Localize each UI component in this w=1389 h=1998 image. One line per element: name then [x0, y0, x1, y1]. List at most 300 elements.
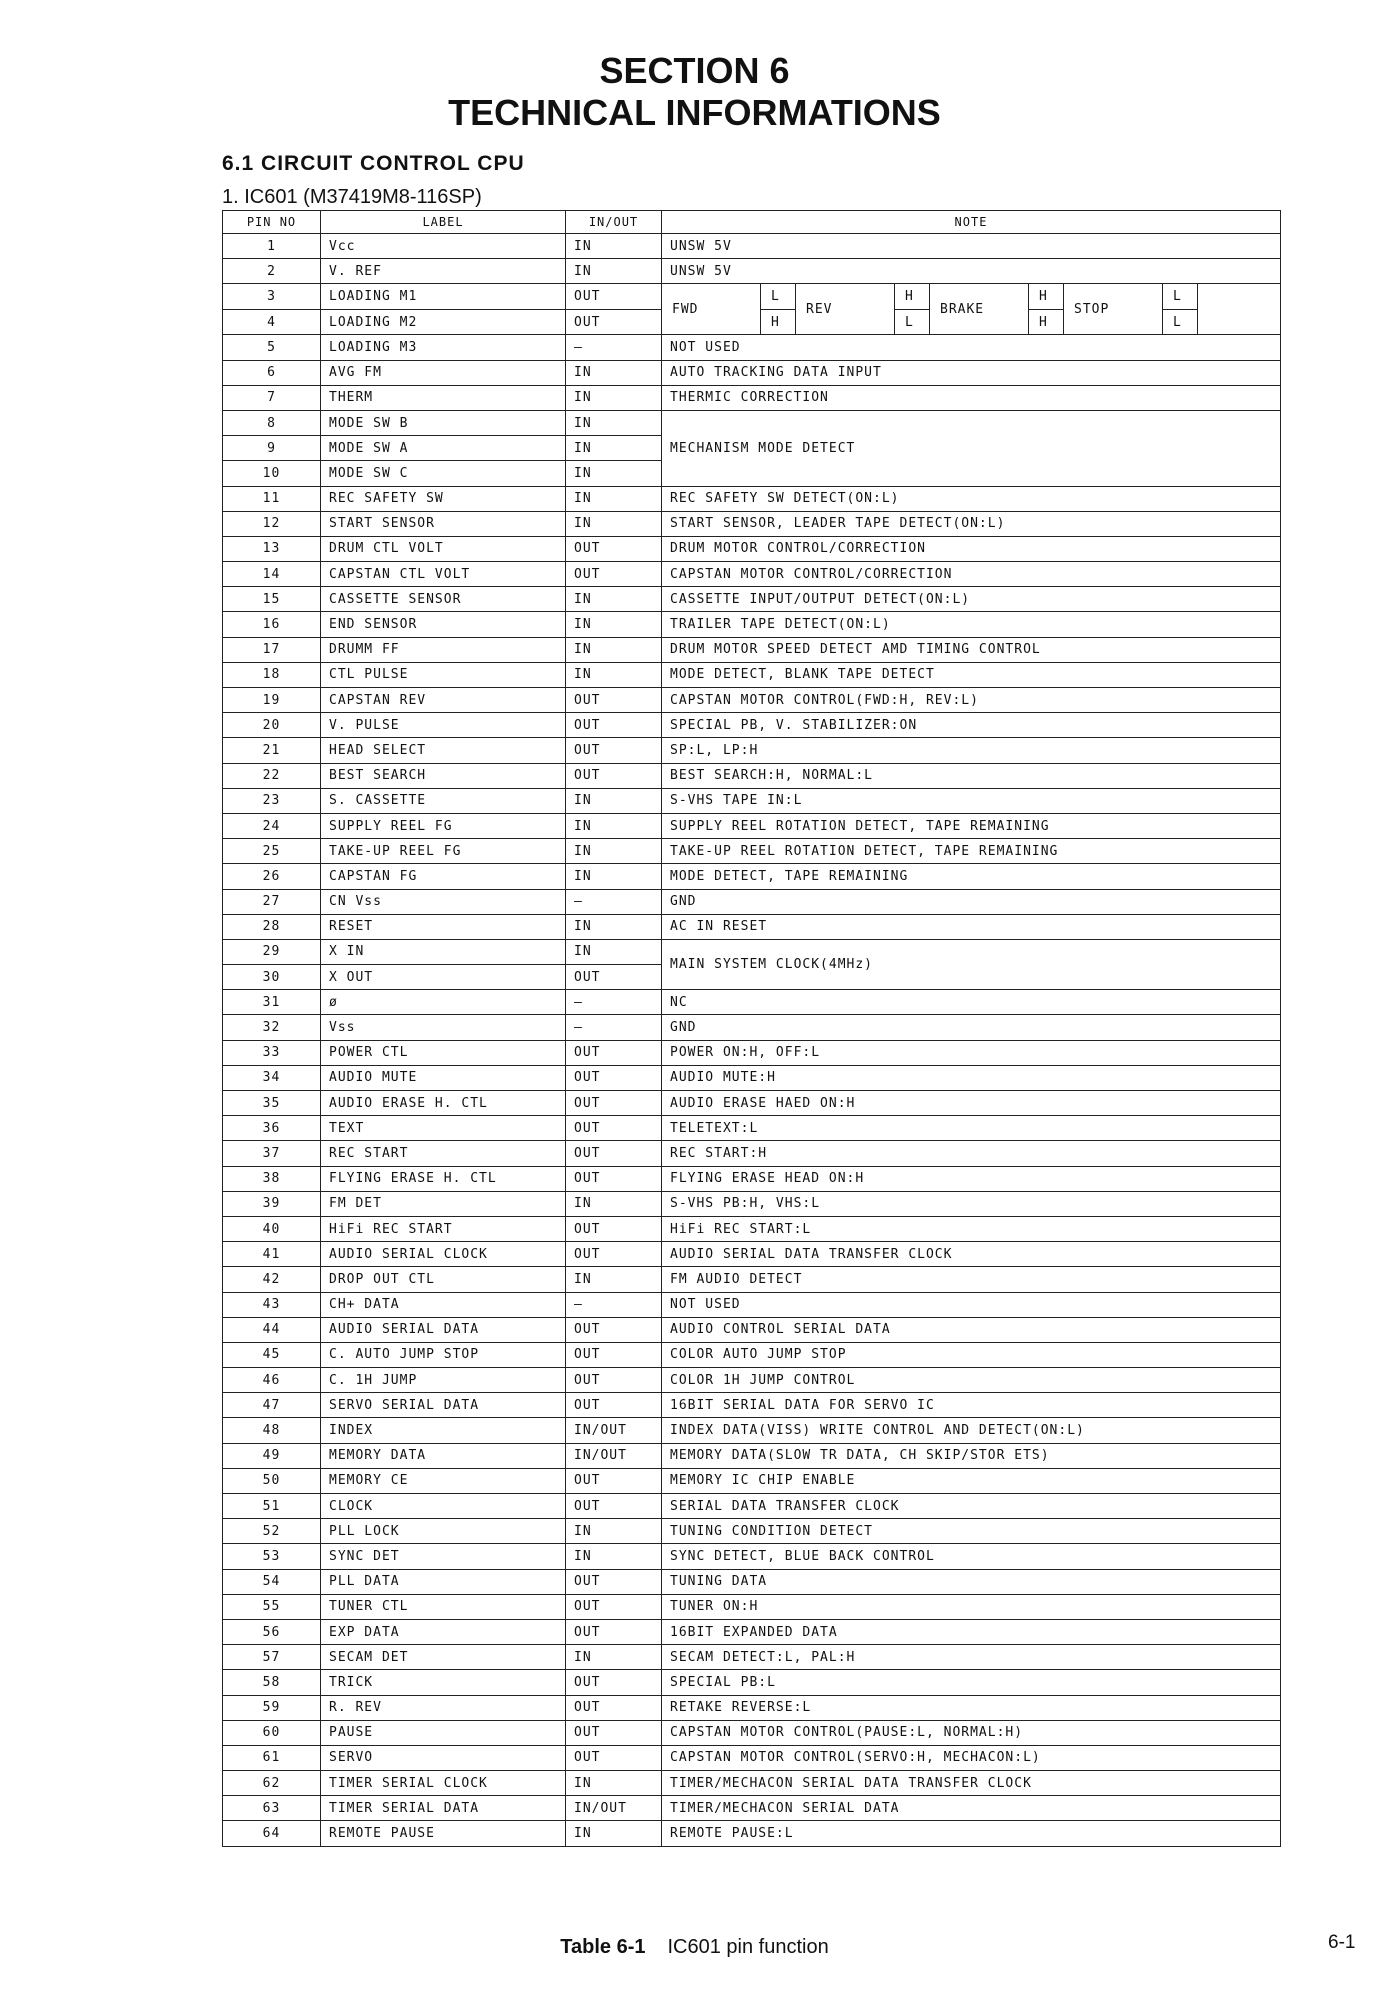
pin-io-cell: IN — [566, 410, 662, 435]
pin-label-cell: CLOCK — [321, 1494, 566, 1519]
pin-label-cell: MEMORY DATA — [321, 1443, 566, 1468]
pin-label-cell: TAKE-UP REEL FG — [321, 839, 566, 864]
pin-note-cell: NC — [662, 990, 1281, 1015]
pin-note-cell: CASSETTE INPUT/OUTPUT DETECT(ON:L) — [662, 587, 1281, 612]
table-row — [223, 1191, 1281, 1216]
pin-note-cell: REC START:H — [662, 1141, 1281, 1166]
table-row — [223, 1242, 1281, 1267]
pin-note-cell: START SENSOR, LEADER TAPE DETECT(ON:L) — [662, 511, 1281, 536]
pin-label-cell: START SENSOR — [321, 511, 566, 536]
pin-label-cell: Vcc — [321, 234, 566, 259]
page-number: 6-1 — [1328, 1932, 1356, 1953]
pin-label-cell: THERM — [321, 385, 566, 410]
pin-io-cell: IN/OUT — [566, 1443, 662, 1468]
table-header-row — [223, 211, 1281, 234]
pin-note-cell: SPECIAL PB:L — [662, 1670, 1281, 1695]
pin-io-cell: IN — [566, 436, 662, 461]
pin-number-cell: 11 — [223, 486, 321, 511]
pin-number-cell: 5 — [223, 335, 321, 360]
pin-number-cell: 49 — [223, 1443, 321, 1468]
pin-io-cell: OUT — [566, 1745, 662, 1770]
table-row — [223, 1141, 1281, 1166]
table-row — [223, 1040, 1281, 1065]
pin-number-cell: 19 — [223, 688, 321, 713]
col-header-label: LABEL — [321, 211, 566, 234]
pin-number-cell: 22 — [223, 763, 321, 788]
pin-note-cell: FLYING ERASE HEAD ON:H — [662, 1166, 1281, 1191]
table-row — [223, 1569, 1281, 1594]
pin-number-cell: 58 — [223, 1670, 321, 1695]
pin-label-cell: R. REV — [321, 1695, 566, 1720]
pin-label-cell: PAUSE — [321, 1720, 566, 1745]
table-row — [223, 1216, 1281, 1241]
pin-number-cell: 53 — [223, 1544, 321, 1569]
table-row — [223, 1670, 1281, 1695]
pin-note-cell: TAKE-UP REEL ROTATION DETECT, TAPE REMAINING — [662, 839, 1281, 864]
pin-io-cell: OUT — [566, 1494, 662, 1519]
pin-label-cell: SERVO — [321, 1745, 566, 1770]
pin-io-cell: OUT — [566, 1216, 662, 1241]
pin-number-cell: 50 — [223, 1468, 321, 1493]
pin-label-cell: HiFi REC START — [321, 1216, 566, 1241]
loading-m1-value: L — [761, 284, 795, 310]
table-row — [223, 612, 1281, 637]
pin-number-cell: 27 — [223, 889, 321, 914]
pin-io-cell: OUT — [566, 1242, 662, 1267]
table-row — [223, 486, 1281, 511]
table-row — [223, 864, 1281, 889]
pin-label-cell: CN Vss — [321, 889, 566, 914]
pin-label-cell: X OUT — [321, 965, 566, 990]
table-row — [223, 385, 1281, 410]
pin-label-cell: HEAD SELECT — [321, 738, 566, 763]
pin-note-cell: CAPSTAN MOTOR CONTROL/CORRECTION — [662, 562, 1281, 587]
pin-note-cell: SPECIAL PB, V. STABILIZER:ON — [662, 713, 1281, 738]
pin-io-cell: OUT — [566, 713, 662, 738]
pin-io-cell: IN — [566, 1267, 662, 1292]
pin-io-cell: OUT — [566, 738, 662, 763]
pin-number-cell: 42 — [223, 1267, 321, 1292]
pin-note-cell: CAPSTAN MOTOR CONTROL(SERVO:H, MECHACON:L) — [662, 1745, 1281, 1770]
table-row — [223, 1544, 1281, 1569]
table-row — [223, 1015, 1281, 1040]
table-row — [223, 1695, 1281, 1720]
loading-m2-value: L — [905, 314, 914, 330]
pin-label-cell: SECAM DET — [321, 1645, 566, 1670]
pin-io-cell: OUT — [566, 1166, 662, 1191]
pin-label-cell: V. PULSE — [321, 713, 566, 738]
pin-io-cell: IN — [566, 1519, 662, 1544]
pin-note-cell: COLOR 1H JUMP CONTROL — [662, 1368, 1281, 1393]
pin-number-cell: 21 — [223, 738, 321, 763]
pin-number-cell: 13 — [223, 536, 321, 561]
pin-io-cell: IN — [566, 914, 662, 939]
table-row — [223, 1267, 1281, 1292]
pin-note-cell: 16BIT EXPANDED DATA — [662, 1619, 1281, 1644]
pin-number-cell: 31 — [223, 990, 321, 1015]
table-row — [223, 1745, 1281, 1770]
pin-io-cell: OUT — [566, 562, 662, 587]
pin-label-cell: SERVO SERIAL DATA — [321, 1393, 566, 1418]
pin-io-cell: IN — [566, 461, 662, 486]
table-body — [223, 234, 1281, 1847]
pin-io-cell: IN — [566, 1645, 662, 1670]
table-row — [223, 813, 1281, 838]
pin-io-cell: – — [566, 335, 662, 360]
pin-note-cell: UNSW 5V — [662, 234, 1281, 259]
pin-number-cell: 62 — [223, 1771, 321, 1796]
pin-label-cell: PLL DATA — [321, 1569, 566, 1594]
pin-label-cell: FLYING ERASE H. CTL — [321, 1166, 566, 1191]
pin-label-cell: MODE SW C — [321, 461, 566, 486]
pin-label-cell: C. AUTO JUMP STOP — [321, 1342, 566, 1367]
table-row — [223, 234, 1281, 259]
pin-label-cell: TRICK — [321, 1670, 566, 1695]
pin-note-cell: TRAILER TAPE DETECT(ON:L) — [662, 612, 1281, 637]
pin-note-cell: TIMER/MECHACON SERIAL DATA TRANSFER CLOCK — [662, 1771, 1281, 1796]
table-row — [223, 1317, 1281, 1342]
col-header-io: IN/OUT — [566, 211, 662, 234]
pin-label-cell: FM DET — [321, 1191, 566, 1216]
table-row — [223, 360, 1281, 385]
table-row — [223, 1821, 1281, 1846]
pin-io-cell: IN — [566, 511, 662, 536]
pin-number-cell: 33 — [223, 1040, 321, 1065]
pin-number-cell: 2 — [223, 259, 321, 284]
pin-note-cell: DRUM MOTOR CONTROL/CORRECTION — [662, 536, 1281, 561]
pin-number-cell: 36 — [223, 1116, 321, 1141]
pin-note-cell: DRUM MOTOR SPEED DETECT AMD TIMING CONTROL — [662, 637, 1281, 662]
pin-label-cell: CH+ DATA — [321, 1292, 566, 1317]
table-caption — [0, 1936, 1389, 1959]
pin-label-cell: POWER CTL — [321, 1040, 566, 1065]
table-row — [223, 662, 1281, 687]
pin-note-cell: CAPSTAN MOTOR CONTROL(FWD:H, REV:L) — [662, 688, 1281, 713]
pin-io-cell: IN — [566, 813, 662, 838]
pin-note-cell: GND — [662, 889, 1281, 914]
pin-note-cell: TELETEXT:L — [662, 1116, 1281, 1141]
pin-note-cell: SERIAL DATA TRANSFER CLOCK — [662, 1494, 1281, 1519]
pin-label-cell: ø — [321, 990, 566, 1015]
pin-label-cell: BEST SEARCH — [321, 763, 566, 788]
pin-note-cell: TIMER/MECHACON SERIAL DATA — [662, 1796, 1281, 1821]
pin-io-cell: OUT — [566, 1040, 662, 1065]
pin-io-cell: IN — [566, 864, 662, 889]
pin-number-cell: 25 — [223, 839, 321, 864]
pin-number-cell: 6 — [223, 360, 321, 385]
col-header-note: NOTE — [662, 211, 1281, 234]
pin-number-cell: 43 — [223, 1292, 321, 1317]
pin-io-cell: IN — [566, 587, 662, 612]
table-row — [223, 839, 1281, 864]
pin-label-cell: END SENSOR — [321, 612, 566, 637]
loading-logic-grid — [662, 284, 1280, 334]
pin-number-cell: 28 — [223, 914, 321, 939]
pin-io-cell: OUT — [566, 1670, 662, 1695]
pin-number-cell: 48 — [223, 1418, 321, 1443]
pin-io-cell: IN — [566, 486, 662, 511]
pin-note-cell: REMOTE PAUSE:L — [662, 1821, 1281, 1846]
pin-io-cell: OUT — [566, 1619, 662, 1644]
loading-mode-label: FWD — [672, 301, 699, 317]
pin-number-cell: 47 — [223, 1393, 321, 1418]
pin-note-cell: SP:L, LP:H — [662, 738, 1281, 763]
pin-number-cell: 52 — [223, 1519, 321, 1544]
pin-io-cell: IN — [566, 1771, 662, 1796]
pin-note-cell: UNSW 5V — [662, 259, 1281, 284]
pin-io-cell: IN — [566, 662, 662, 687]
loading-mode-label: BRAKE — [940, 301, 985, 317]
table-row — [223, 410, 1281, 435]
pin-number-cell: 18 — [223, 662, 321, 687]
pin-io-cell: OUT — [566, 1116, 662, 1141]
pin-number-cell: 37 — [223, 1141, 321, 1166]
pin-io-cell: IN/OUT — [566, 1796, 662, 1821]
pin-io-cell: – — [566, 1015, 662, 1040]
pin-label-cell: S. CASSETTE — [321, 788, 566, 813]
pin-io-cell: OUT — [566, 1141, 662, 1166]
pin-note-cell: AUDIO CONTROL SERIAL DATA — [662, 1317, 1281, 1342]
pin-number-cell: 40 — [223, 1216, 321, 1241]
table-row — [223, 1091, 1281, 1116]
pin-io-cell: IN — [566, 234, 662, 259]
pin-number-cell: 46 — [223, 1368, 321, 1393]
pin-note-cell: RETAKE REVERSE:L — [662, 1695, 1281, 1720]
pin-io-cell: OUT — [566, 1091, 662, 1116]
pin-number-cell: 54 — [223, 1569, 321, 1594]
pin-number-cell: 63 — [223, 1796, 321, 1821]
table-row — [223, 713, 1281, 738]
pin-io-cell: OUT — [566, 1342, 662, 1367]
pin-note-cell: AUDIO SERIAL DATA TRANSFER CLOCK — [662, 1242, 1281, 1267]
pin-note-cell: BEST SEARCH:H, NORMAL:L — [662, 763, 1281, 788]
loading-mode-label: STOP — [1074, 301, 1110, 317]
pin-label-cell: DRUM CTL VOLT — [321, 536, 566, 561]
pin-label-cell: AUDIO ERASE H. CTL — [321, 1091, 566, 1116]
pin-io-cell: OUT — [566, 1594, 662, 1619]
table-row — [223, 1342, 1281, 1367]
pin-io-cell: IN — [566, 839, 662, 864]
pin-number-cell: 23 — [223, 788, 321, 813]
pin-io-cell: IN — [566, 637, 662, 662]
loading-logic-cell — [662, 284, 1281, 335]
pin-io-cell: OUT — [566, 1720, 662, 1745]
pin-note-cell: AUDIO MUTE:H — [662, 1065, 1281, 1090]
pin-label-cell: MEMORY CE — [321, 1468, 566, 1493]
pin-note-cell: AUDIO ERASE HAED ON:H — [662, 1091, 1281, 1116]
pin-io-cell: – — [566, 990, 662, 1015]
section-heading: TECHNICAL INFORMATIONS — [448, 92, 941, 133]
pin-number-cell: 15 — [223, 587, 321, 612]
table-row — [223, 562, 1281, 587]
pin-note-cell: SUPPLY REEL ROTATION DETECT, TAPE REMAINING — [662, 813, 1281, 838]
pin-label-cell: SYNC DET — [321, 1544, 566, 1569]
pin-note-cell: COLOR AUTO JUMP STOP — [662, 1342, 1281, 1367]
loading-mode-values — [1028, 284, 1064, 334]
pin-io-cell: IN — [566, 360, 662, 385]
table-row — [223, 788, 1281, 813]
table-row — [223, 1368, 1281, 1393]
pin-number-cell: 41 — [223, 1242, 321, 1267]
pin-note-cell: NOT USED — [662, 335, 1281, 360]
pin-number-cell: 44 — [223, 1317, 321, 1342]
pin-label-cell: LOADING M3 — [321, 335, 566, 360]
table-row — [223, 637, 1281, 662]
table-row — [223, 511, 1281, 536]
pin-function-table — [222, 210, 1281, 1847]
pin-note-cell: SYNC DETECT, BLUE BACK CONTROL — [662, 1544, 1281, 1569]
pin-label-cell: TEXT — [321, 1116, 566, 1141]
pin-note-cell: GND — [662, 1015, 1281, 1040]
table-row — [223, 1494, 1281, 1519]
pin-io-cell: IN — [566, 385, 662, 410]
table-row — [223, 914, 1281, 939]
table-row — [223, 688, 1281, 713]
table-row — [223, 738, 1281, 763]
pin-io-cell: IN — [566, 1544, 662, 1569]
clock-note-cell: MAIN SYSTEM CLOCK(4MHz) — [662, 939, 1281, 989]
pin-note-cell: POWER ON:H, OFF:L — [662, 1040, 1281, 1065]
table-row — [223, 284, 1281, 310]
pin-number-cell: 56 — [223, 1619, 321, 1644]
section-title — [0, 50, 1389, 134]
pin-io-cell: OUT — [566, 1065, 662, 1090]
loading-m2-value: H — [771, 314, 780, 330]
loading-m2-value: L — [1173, 314, 1182, 330]
pin-io-cell: OUT — [566, 1393, 662, 1418]
pin-io-cell: IN — [566, 1821, 662, 1846]
pin-number-cell: 17 — [223, 637, 321, 662]
pin-note-cell: 16BIT SERIAL DATA FOR SERVO IC — [662, 1393, 1281, 1418]
pin-label-cell: MODE SW A — [321, 436, 566, 461]
pin-number-cell: 8 — [223, 410, 321, 435]
caption-text: IC601 pin function — [667, 1936, 829, 1958]
pin-number-cell: 51 — [223, 1494, 321, 1519]
pin-number-cell: 1 — [223, 234, 321, 259]
pin-io-cell: OUT — [566, 763, 662, 788]
pin-label-cell: DROP OUT CTL — [321, 1267, 566, 1292]
loading-m1-value: H — [1029, 284, 1063, 310]
pin-number-cell: 60 — [223, 1720, 321, 1745]
pin-io-cell: IN/OUT — [566, 1418, 662, 1443]
pin-label-cell: MODE SW B — [321, 410, 566, 435]
pin-number-cell: 29 — [223, 939, 321, 964]
pin-number-cell: 38 — [223, 1166, 321, 1191]
pin-number-cell: 59 — [223, 1695, 321, 1720]
pin-note-cell: TUNING CONDITION DETECT — [662, 1519, 1281, 1544]
pin-number-cell: 45 — [223, 1342, 321, 1367]
pin-label-cell: TUNER CTL — [321, 1594, 566, 1619]
pin-label-cell: TIMER SERIAL DATA — [321, 1796, 566, 1821]
table-row — [223, 889, 1281, 914]
loading-mode-values — [760, 284, 796, 334]
pin-number-cell: 61 — [223, 1745, 321, 1770]
pin-io-cell: IN — [566, 612, 662, 637]
pin-io-cell: OUT — [566, 1468, 662, 1493]
pin-label-cell: AUDIO SERIAL CLOCK — [321, 1242, 566, 1267]
pin-number-cell: 24 — [223, 813, 321, 838]
pin-number-cell: 39 — [223, 1191, 321, 1216]
pin-number-cell: 35 — [223, 1091, 321, 1116]
pin-label-cell: REC START — [321, 1141, 566, 1166]
pin-note-cell: HiFi REC START:L — [662, 1216, 1281, 1241]
pin-note-cell: S-VHS PB:H, VHS:L — [662, 1191, 1281, 1216]
pin-label-cell: AVG FM — [321, 360, 566, 385]
table-row — [223, 1468, 1281, 1493]
table-row — [223, 1619, 1281, 1644]
pin-note-cell: FM AUDIO DETECT — [662, 1267, 1281, 1292]
pin-number-cell: 55 — [223, 1594, 321, 1619]
pin-io-cell: IN — [566, 1191, 662, 1216]
table-row — [223, 1292, 1281, 1317]
pin-label-cell: CAPSTAN CTL VOLT — [321, 562, 566, 587]
pin-note-cell: MEMORY IC CHIP ENABLE — [662, 1468, 1281, 1493]
table-row — [223, 1166, 1281, 1191]
pin-io-cell: OUT — [566, 1317, 662, 1342]
table-row — [223, 1594, 1281, 1619]
pin-number-cell: 34 — [223, 1065, 321, 1090]
section-number: SECTION 6 — [599, 50, 790, 91]
loading-m2-value: H — [1039, 314, 1048, 330]
ic-heading: 1. IC601 (M37419M8-116SP) — [222, 186, 482, 208]
loading-m1-value: L — [1163, 284, 1197, 310]
pin-io-cell: – — [566, 1292, 662, 1317]
pin-note-cell: MEMORY DATA(SLOW TR DATA, CH SKIP/STOR ETS) — [662, 1443, 1281, 1468]
pin-io-cell: OUT — [566, 309, 662, 335]
pin-number-cell: 3 — [223, 284, 321, 310]
table-row — [223, 1065, 1281, 1090]
pin-note-cell: REC SAFETY SW DETECT(ON:L) — [662, 486, 1281, 511]
pin-note-cell: THERMIC CORRECTION — [662, 385, 1281, 410]
table-row — [223, 1393, 1281, 1418]
subsection-heading: 6.1 CIRCUIT CONTROL CPU — [222, 152, 525, 175]
pin-io-cell: OUT — [566, 1368, 662, 1393]
table-row — [223, 763, 1281, 788]
pin-label-cell: INDEX — [321, 1418, 566, 1443]
pin-io-cell: OUT — [566, 1695, 662, 1720]
pin-io-cell: IN — [566, 939, 662, 964]
pin-note-cell: INDEX DATA(VISS) WRITE CONTROL AND DETECT(ON:L) — [662, 1418, 1281, 1443]
pin-label-cell: REC SAFETY SW — [321, 486, 566, 511]
pin-io-cell: OUT — [566, 965, 662, 990]
pin-note-cell: SECAM DETECT:L, PAL:H — [662, 1645, 1281, 1670]
pin-label-cell: REMOTE PAUSE — [321, 1821, 566, 1846]
pin-note-cell: NOT USED — [662, 1292, 1281, 1317]
pin-io-cell: OUT — [566, 688, 662, 713]
table-row — [223, 939, 1281, 964]
pin-number-cell: 32 — [223, 1015, 321, 1040]
pin-label-cell: RESET — [321, 914, 566, 939]
pin-number-cell: 20 — [223, 713, 321, 738]
pin-number-cell: 4 — [223, 309, 321, 335]
table-row — [223, 1771, 1281, 1796]
table-row — [223, 1645, 1281, 1670]
pin-number-cell: 10 — [223, 461, 321, 486]
table-row — [223, 1720, 1281, 1745]
table-row — [223, 1116, 1281, 1141]
pin-label-cell: SUPPLY REEL FG — [321, 813, 566, 838]
pin-note-cell: MODE DETECT, TAPE REMAINING — [662, 864, 1281, 889]
pin-io-cell: OUT — [566, 536, 662, 561]
col-header-pin: PIN NO — [223, 211, 321, 234]
pin-io-cell: OUT — [566, 1569, 662, 1594]
pin-label-cell: Vss — [321, 1015, 566, 1040]
pin-label-cell: C. 1H JUMP — [321, 1368, 566, 1393]
table-row — [223, 1796, 1281, 1821]
table-row — [223, 1418, 1281, 1443]
pin-note-cell: AC IN RESET — [662, 914, 1281, 939]
pin-label-cell: TIMER SERIAL CLOCK — [321, 1771, 566, 1796]
